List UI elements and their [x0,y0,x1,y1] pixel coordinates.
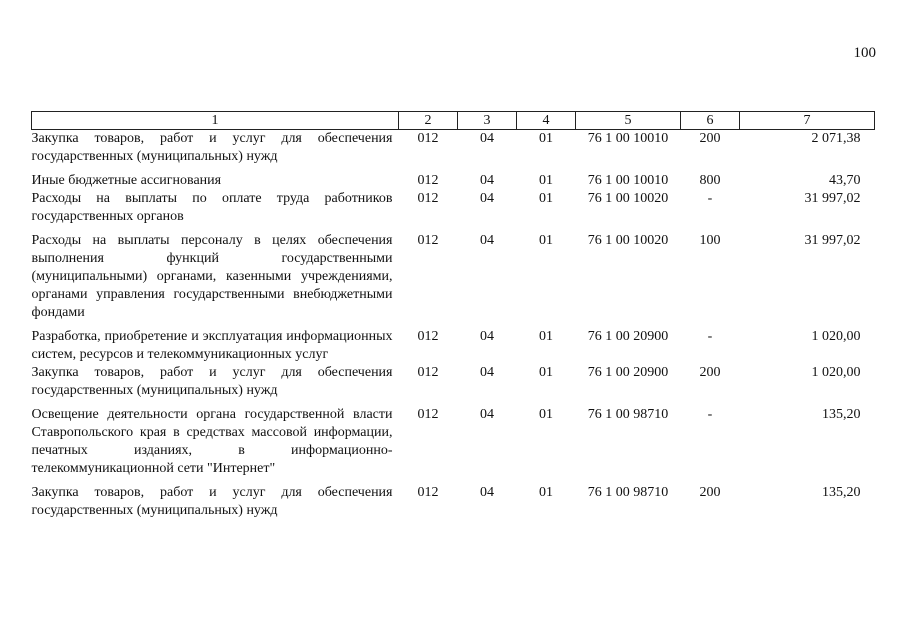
cell-subsection: 01 [539,233,553,248]
cell-subsection: 01 [539,365,553,380]
cell-ministry: 012 [417,485,439,500]
cell-section: 04 [480,131,494,146]
row-name: Закупка товаров, работ и услуг для обеспечения государственных (муниципальных) нужд [31,485,393,518]
cell-section: 04 [480,233,494,248]
row-name: Разработка, приобретение и эксплуатация информационных систем, ресурсов и телекоммуникационных услуг [31,329,393,362]
cell-amount: 31 997,02 [804,233,861,248]
table-row [32,328,875,364]
cell-expense-type: 100 [699,233,721,248]
column-header: 3 [458,112,517,130]
cell-ministry: 012 [417,365,439,380]
cell-target: 76 1 00 98710 [587,485,669,500]
cell-amount: 1 020,00 [811,329,861,344]
row-name: Расходы на выплаты по оплате труда работников государственных органов [31,191,393,224]
table-row [32,406,875,484]
page-number: 100 [853,45,876,61]
header-row [32,112,875,130]
cell-expense-type: - [707,329,713,344]
cell-ministry: 012 [417,191,439,206]
column-header: 6 [681,112,740,130]
column-header: 5 [576,112,681,130]
cell-subsection: 01 [539,407,553,422]
cell-section: 04 [480,407,494,422]
cell-expense-type: 200 [699,131,721,146]
budget-table [31,111,875,520]
row-name: Закупка товаров, работ и услуг для обеспечения государственных (муниципальных) нужд [31,131,393,164]
cell-target: 76 1 00 98710 [587,407,669,422]
table-row [32,172,875,190]
row-name: Освещение деятельности органа государственной власти Ставропольского края в средствах массовой информации, печатных изданиях, в информационно-телекоммуникационной сети "Интернет" [31,407,393,476]
row-name: Расходы на выплаты персоналу в целях обеспечения выполнения функций государственными (муниципальными) органами, казенными учреждениями, органами управления государственными внебюджетными фондами [31,233,393,320]
table-row [32,484,875,520]
table-row [32,232,875,328]
cell-target: 76 1 00 20900 [587,329,669,344]
cell-subsection: 01 [539,485,553,500]
column-header: 2 [399,112,458,130]
cell-section: 04 [480,329,494,344]
column-header: 7 [740,112,875,130]
cell-section: 04 [480,365,494,380]
cell-subsection: 01 [539,329,553,344]
column-header: 1 [32,112,399,130]
cell-ministry: 012 [417,131,439,146]
cell-section: 04 [480,191,494,206]
cell-amount: 135,20 [822,407,861,422]
cell-target: 76 1 00 20900 [587,365,669,380]
cell-target: 76 1 00 10010 [587,131,669,146]
cell-expense-type: 200 [699,485,721,500]
table-row [32,130,875,173]
row-name: Закупка товаров, работ и услуг для обеспечения государственных (муниципальных) нужд [31,365,393,398]
cell-amount: 135,20 [822,485,861,500]
cell-amount: 31 997,02 [804,191,861,206]
cell-ministry: 012 [417,407,439,422]
cell-expense-type: - [707,407,713,422]
cell-expense-type: - [707,191,713,206]
cell-target: 76 1 00 10020 [587,233,669,248]
cell-expense-type: 200 [699,365,721,380]
cell-amount: 43,70 [829,173,861,188]
cell-section: 04 [480,173,494,188]
row-name: Иные бюджетные ассигнования [31,173,222,188]
cell-subsection: 01 [539,173,553,188]
cell-subsection: 01 [539,191,553,206]
table-row [32,190,875,232]
cell-amount: 1 020,00 [811,365,861,380]
cell-target: 76 1 00 10010 [587,173,669,188]
cell-section: 04 [480,485,494,500]
cell-target: 76 1 00 10020 [587,191,669,206]
table-row [32,364,875,406]
cell-ministry: 012 [417,329,439,344]
column-header: 4 [517,112,576,130]
cell-expense-type: 800 [699,173,721,188]
cell-subsection: 01 [539,131,553,146]
cell-ministry: 012 [417,173,439,188]
cell-ministry: 012 [417,233,439,248]
cell-amount: 2 071,38 [811,131,861,146]
